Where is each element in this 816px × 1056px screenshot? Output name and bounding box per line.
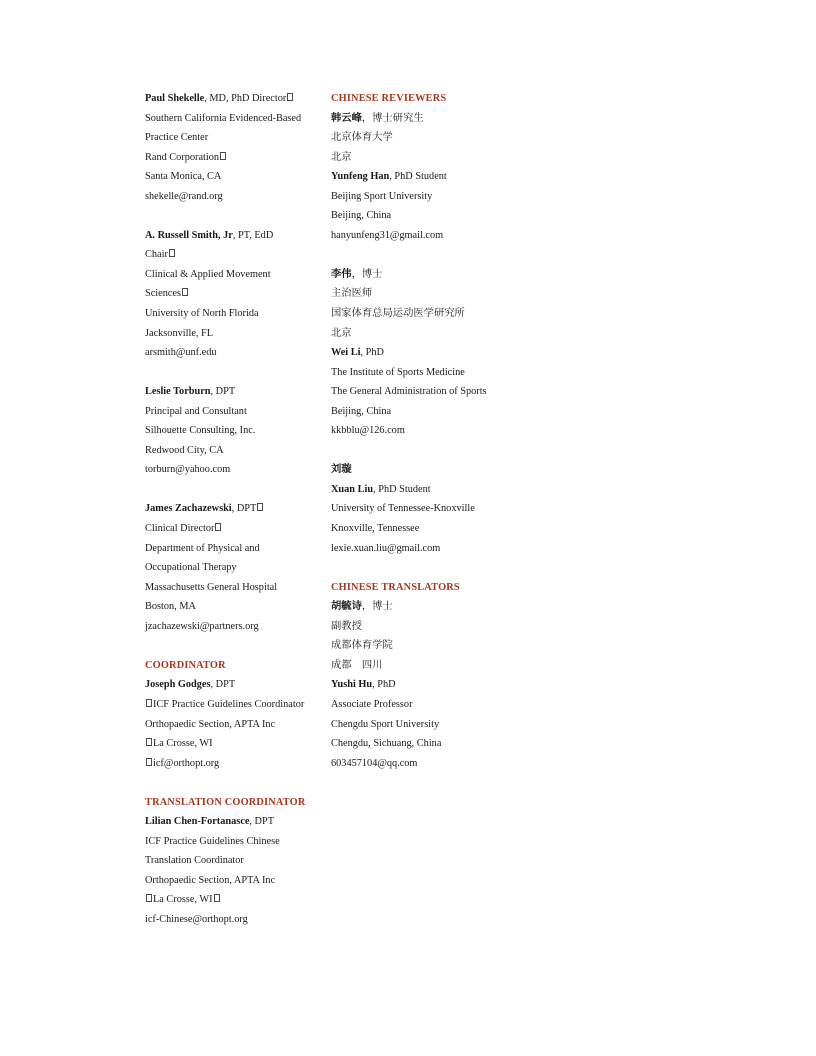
contributor-line (331, 715, 571, 735)
contributor-line (145, 851, 331, 871)
text-segment: Clinical & Applied Movement (145, 268, 271, 280)
text-segment: Beijing Sport University (331, 190, 433, 202)
contributor-line (331, 636, 571, 656)
spacer-line (145, 636, 331, 656)
contributor-line (145, 812, 331, 832)
contributor-line (145, 890, 331, 910)
contributor-name: Leslie Torburn (145, 386, 211, 398)
text-segment: Silhouette Consulting, Inc. (145, 425, 256, 437)
missing-glyph-box (146, 758, 152, 766)
missing-glyph-box (220, 152, 226, 160)
contributor-line (331, 206, 571, 226)
text-segment: ，博士 (351, 268, 383, 280)
contributor-line (331, 402, 571, 422)
text-segment: 北京体育大学 (331, 132, 393, 144)
text-segment: Chengdu Sport University (331, 718, 440, 730)
contributor-line (145, 402, 331, 422)
text-segment: Department of Physical and (145, 542, 260, 554)
spacer-line (145, 480, 331, 500)
contributor-line (145, 265, 331, 285)
contributor-name: Joseph Godges (145, 679, 211, 691)
contributor-line (145, 499, 331, 519)
text-segment: 北京 (331, 327, 352, 339)
contributor-line (145, 441, 331, 461)
text-segment: ICF Practice Guidelines Coordinator (153, 698, 305, 710)
text-segment: Beijing, China (331, 210, 392, 222)
contributor-line (331, 539, 571, 559)
contributor-line (331, 754, 571, 774)
missing-glyph-box (182, 288, 188, 296)
missing-glyph-box (215, 523, 221, 531)
missing-glyph-box (169, 249, 175, 257)
contributor-line (145, 675, 331, 695)
contributor-line (145, 910, 331, 930)
contributor-line (331, 343, 571, 363)
text-segment: University of North Florida (145, 308, 259, 320)
text-segment: Orthopaedic Section, APTA Inc (145, 718, 276, 730)
contributor-line (145, 148, 331, 168)
contributor-line (331, 109, 571, 129)
contributor-line (145, 734, 331, 754)
section-heading (331, 89, 571, 109)
text-segment: Jacksonville, FL (145, 327, 214, 339)
text-segment: , MD, PhD Director (204, 93, 287, 104)
spacer-line (331, 245, 571, 265)
contributor-name: Yunfeng Han (331, 171, 390, 183)
text-segment: University of Tennessee-Knoxville (331, 503, 475, 515)
contributor-line (145, 578, 331, 598)
text-segment: , PhD Student (373, 483, 431, 495)
contributor-line (331, 128, 571, 148)
text-segment: hanyunfeng31@gmail.com (331, 229, 444, 241)
text-segment: icf-Chinese@orthopt.org (145, 913, 248, 925)
text-segment: Massachusetts General Hospital (145, 581, 278, 593)
text-segment: lexie.xuan.liu@gmail.com (331, 542, 441, 554)
text-segment: , PT, EdD (232, 229, 274, 241)
contributor-line (145, 597, 331, 617)
text-segment: kkbblu@126.com (331, 425, 405, 437)
contributor-line (145, 89, 331, 109)
missing-glyph-box (214, 894, 220, 902)
text-segment: 北京 (331, 151, 352, 163)
section-heading-label: CHINESE TRANSLATORS (331, 581, 460, 593)
text-segment: , DPT (231, 503, 257, 515)
contributor-line (145, 871, 331, 891)
right-column (331, 89, 571, 773)
contributor-name: James Zachazewski (145, 503, 232, 515)
text-segment: Principal and Consultant (145, 405, 247, 417)
contributor-line (331, 148, 571, 168)
contributor-line (331, 695, 571, 715)
spacer-line (145, 773, 331, 793)
text-segment: Knoxville, Tennessee (331, 523, 420, 535)
section-heading (145, 793, 331, 813)
text-segment: , DPT (249, 816, 275, 828)
contributor-name: 李伟 (331, 268, 352, 280)
section-heading-label: CHINESE REVIEWERS (331, 93, 447, 104)
text-segment: , PhD (360, 347, 384, 359)
text-segment: Associate Professor (331, 698, 413, 710)
text-segment: Chengdu, Sichuang, China (331, 738, 442, 750)
text-segment: ，博士 (361, 601, 393, 613)
contributor-line (145, 167, 331, 187)
spacer-line (331, 441, 571, 461)
contributor-line (331, 284, 571, 304)
section-heading (145, 656, 331, 676)
text-segment: The Institute of Sports Medicine (331, 366, 465, 378)
contributor-line (145, 539, 331, 559)
text-segment: 国家体育总局运动医学研究所 (331, 308, 465, 320)
contributor-name: Yushi Hu (331, 679, 373, 691)
contributor-line (145, 128, 331, 148)
contributor-line (331, 421, 571, 441)
text-segment: ICF Practice Guidelines Chinese (145, 835, 280, 847)
contributor-line (331, 265, 571, 285)
contributor-line (331, 324, 571, 344)
text-segment: Orthopaedic Section, APTA Inc (145, 874, 276, 886)
text-segment: icf@orthopt.org (153, 757, 220, 769)
section-heading-label: TRANSLATION COORDINATOR (145, 796, 306, 808)
text-segment: 603457104@qq.com (331, 757, 418, 769)
contributor-line (331, 597, 571, 617)
contributor-name: 刘璇 (331, 464, 352, 476)
section-heading-label: COORDINATOR (145, 659, 226, 671)
text-segment: The General Administration of Sports (331, 386, 487, 398)
contributor-line (145, 304, 331, 324)
text-segment: Southern California Evidenced-Based (145, 112, 302, 124)
spacer-line (331, 558, 571, 578)
contributor-line (331, 656, 571, 676)
text-segment: Occupational Therapy (145, 562, 237, 574)
text-segment: , DPT (210, 679, 236, 691)
contributor-name: 胡毓诗 (331, 601, 362, 613)
text-segment: shekelle@rand.org (145, 190, 223, 202)
missing-glyph-box (146, 738, 152, 746)
section-heading (331, 578, 571, 598)
text-segment: , DPT (210, 386, 236, 398)
text-segment: Sciences (145, 288, 182, 300)
text-segment: Boston, MA (145, 601, 196, 613)
contributor-line (145, 832, 331, 852)
text-segment: 主治医师 (331, 288, 373, 300)
contributor-line (145, 343, 331, 363)
missing-glyph-box (146, 699, 152, 707)
text-segment: 成都 四川 (331, 659, 383, 671)
text-segment: ，博士研究生 (361, 112, 424, 124)
contributor-name: Xuan Liu (331, 483, 374, 495)
contributor-line (145, 695, 331, 715)
text-segment: Translation Coordinator (145, 855, 244, 867)
text-segment: 副教授 (331, 620, 362, 632)
contributor-line (331, 617, 571, 637)
contributor-line (331, 167, 571, 187)
text-segment: Chair (145, 249, 168, 261)
text-segment: Beijing, China (331, 405, 392, 417)
contributor-line (331, 304, 571, 324)
contributor-line (145, 460, 331, 480)
contributor-line (145, 754, 331, 774)
left-column (145, 89, 331, 930)
contributor-line (145, 187, 331, 207)
contributor-line (331, 675, 571, 695)
contributor-line (331, 519, 571, 539)
text-segment: La Crosse, WI (153, 738, 213, 750)
contributor-line (331, 382, 571, 402)
missing-glyph-box (287, 93, 293, 101)
text-segment: , PhD Student (389, 171, 447, 183)
contributor-line (145, 382, 331, 402)
contributor-line (145, 617, 331, 637)
text-segment: 成都体育学院 (331, 640, 393, 652)
contributor-line (145, 284, 331, 304)
contributor-name: 韩云峰 (331, 112, 362, 124)
contributor-line (145, 324, 331, 344)
text-segment: Santa Monica, CA (145, 171, 222, 183)
contributor-name: Lilian Chen-Fortanasce (145, 816, 250, 828)
contributor-name: Wei Li (331, 347, 361, 359)
contributor-line (145, 715, 331, 735)
spacer-line (145, 363, 331, 383)
contributor-line (331, 226, 571, 246)
contributor-line (331, 480, 571, 500)
contributor-line (331, 499, 571, 519)
contributor-line (145, 226, 331, 246)
text-segment: Redwood City, CA (145, 444, 224, 456)
contributor-line (145, 519, 331, 539)
missing-glyph-box (146, 894, 152, 902)
contributor-line (145, 558, 331, 578)
text-segment: La Crosse, WI (153, 894, 213, 906)
contributor-line (331, 187, 571, 207)
text-segment: Rand Corporation (145, 151, 220, 163)
contributor-line (145, 421, 331, 441)
text-segment: Clinical Director (145, 523, 215, 535)
text-segment: Practice Center (145, 132, 209, 144)
contributor-line (331, 363, 571, 383)
text-segment: torburn@yahoo.com (145, 464, 231, 476)
contributor-line (145, 109, 331, 129)
contributor-line (331, 460, 571, 480)
contributor-name: A. Russell Smith, Jr (145, 229, 233, 241)
text-segment: jzachazewski@partners.org (145, 620, 259, 632)
text-segment: arsmith@unf.edu (145, 347, 217, 359)
contributor-name: Paul Shekelle (145, 93, 205, 104)
contributor-line (145, 245, 331, 265)
missing-glyph-box (257, 503, 263, 511)
contributor-line (331, 734, 571, 754)
spacer-line (145, 206, 331, 226)
text-segment: , PhD (372, 679, 396, 691)
